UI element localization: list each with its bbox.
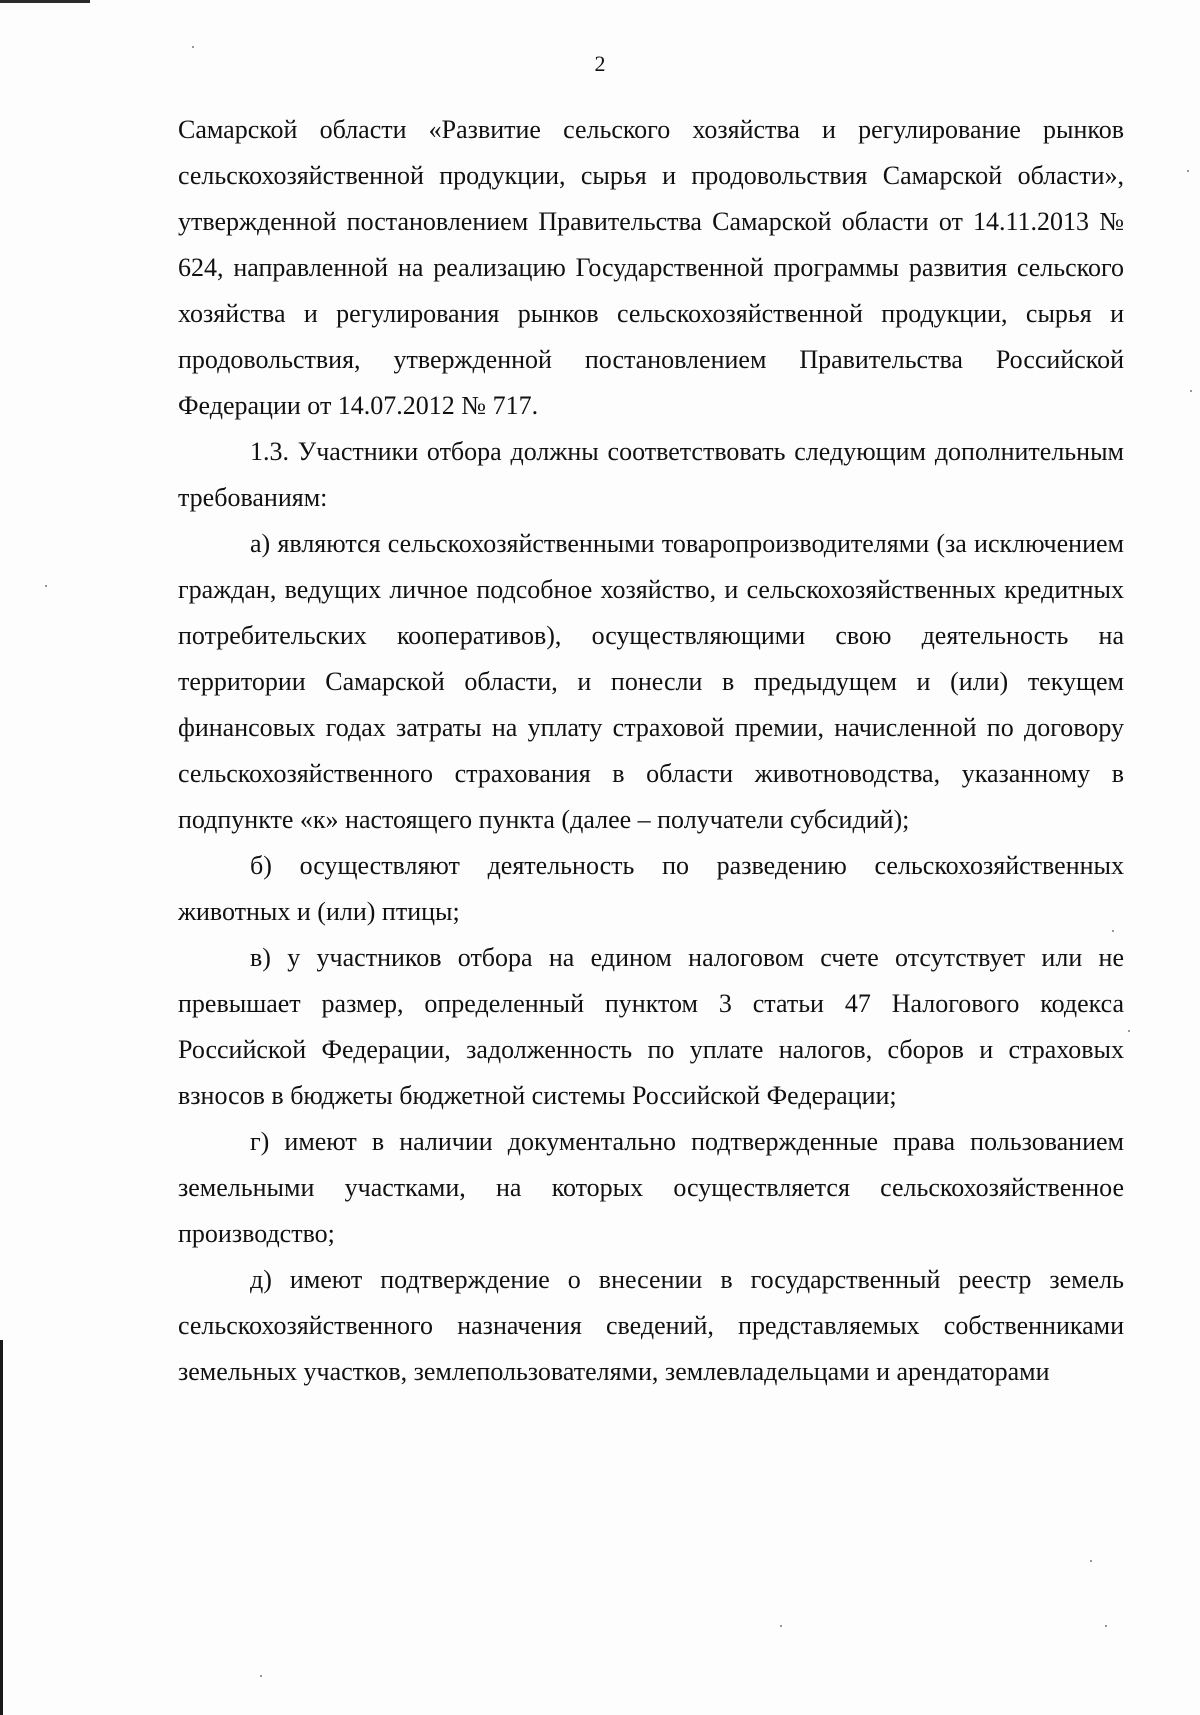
scan-speck — [1128, 1030, 1130, 1032]
document-body — [178, 107, 1124, 1395]
scan-edge-top — [0, 0, 90, 3]
scan-edge-left — [0, 1340, 3, 1715]
scan-speck — [1112, 930, 1114, 932]
scan-speck — [45, 585, 47, 587]
paragraph-1-3: 1.3. Участники отбора должны соответствовать следующим дополнительным требованиям: — [178, 437, 1124, 512]
scan-speck — [260, 1675, 262, 1677]
page-number: 2 — [594, 51, 606, 76]
scan-speck — [192, 46, 194, 48]
scan-speck — [1105, 1625, 1107, 1627]
paragraph-item-b: б) осуществляют деятельность по разведению сельскохозяйственных животных и (или) птицы; — [178, 851, 1124, 926]
scan-speck — [780, 1625, 782, 1627]
paragraph-item-a: а) являются сельскохозяйственными товаропроизводителями (за исключением граждан, ведущих личное подсобное хозяйство, и сельскохозяйственных кредитных потребительских кооперативов), осуществляющими свою деятельность на территории Самарской области, и понесли в предыдущем и (или) текущем финансовых годах затраты на уплату страховой премии, начисленной по договору сельскохозяйственного страхования в области животноводства, указанному в подпункте «к» настоящего пункта (далее – получатели субсидий); — [178, 529, 1124, 834]
scan-speck — [1190, 390, 1192, 392]
scan-speck — [1090, 1560, 1092, 1562]
paragraph-item-d: д) имеют подтверждение о внесении в государственный реестр земель сельскохозяйственного назначения сведений, представляемых собственниками земельных участков, землепользователями, землевладельцами и арендаторами — [178, 1265, 1124, 1386]
paragraph-item-g: г) имеют в наличии документально подтвержденные права пользованием земельными участками, на которых осуществляется сельскохозяйственное производство; — [178, 1127, 1124, 1248]
scan-speck — [1187, 170, 1189, 172]
paragraph-item-v: в) у участников отбора на едином налоговом счете отсутствует или не превышает размер, определенный пунктом 3 статьи 47 Налогового кодекса Российской Федерации, задолженность по уплате налогов, сборов и страховых взносов в бюджеты бюджетной системы Российской Федерации; — [178, 943, 1124, 1110]
paragraph-continuation: Самарской области «Развитие сельского хозяйства и регулирование рынков сельскохозяйственной продукции, сырья и продовольствия Самарской области», утвержденной постановлением Правительства Самарской области от 14.11.2013 № 624, направленной на реализацию Государственной программы развития сельского хозяйства и регулирования рынков сельскохозяйственной продукции, сырья и продовольствия, утвержденной постановлением Правительства Российской Федерации от 14.07.2012 № 717. — [178, 115, 1124, 420]
